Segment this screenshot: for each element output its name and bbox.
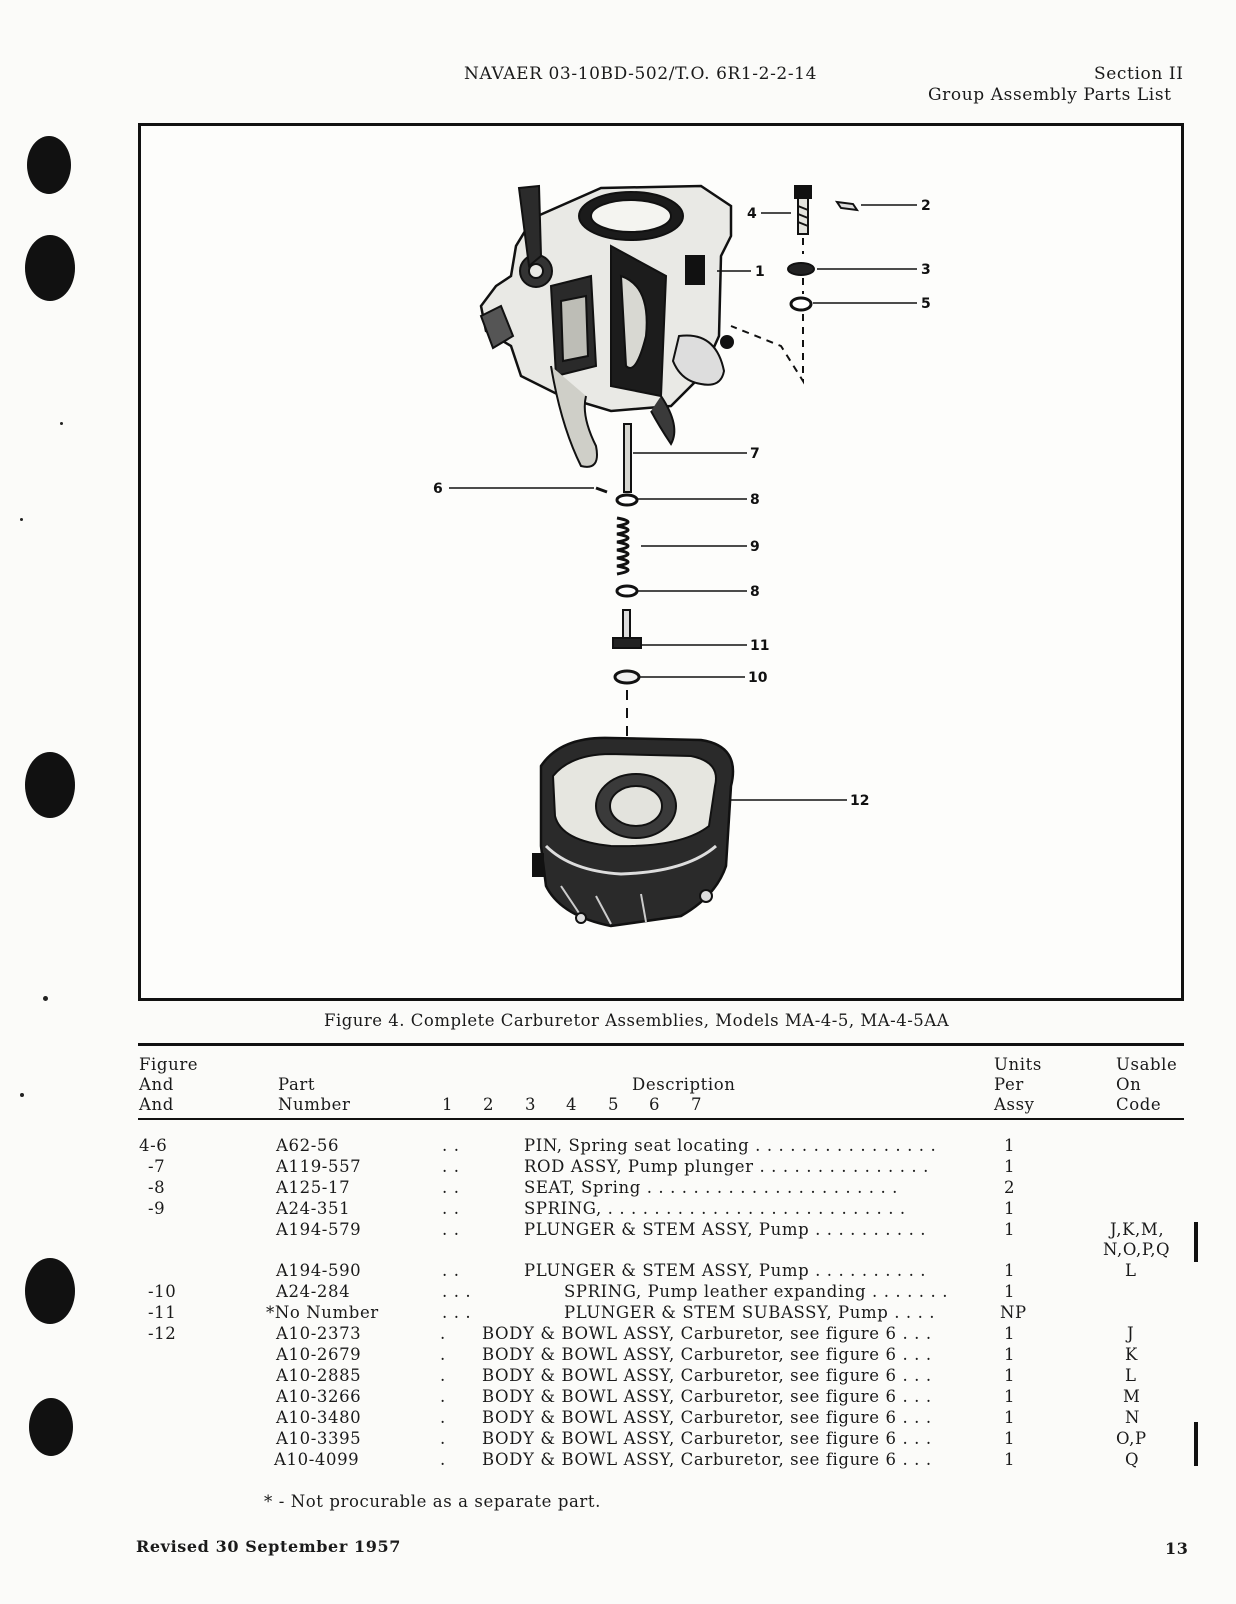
row-part-number: A10-2679 — [276, 1345, 362, 1364]
row-description: BODY & BOWL ASSY, Carburetor, see figure 6 . . . — [482, 1408, 932, 1427]
seat-part-8-upper — [617, 495, 637, 505]
speck — [43, 996, 48, 1001]
callout-1: 1 — [755, 264, 765, 280]
row-description: BODY & BOWL ASSY, Carburetor, see figure 6 . . . — [482, 1345, 932, 1364]
row-description: PLUNGER & STEM ASSY, Pump . . . . . . . . . . — [524, 1220, 927, 1239]
row-units: 1 — [1004, 1366, 1016, 1385]
figure-caption: Figure 4. Complete Carburetor Assemblies, Models MA-4-5, MA-4-5AA — [324, 1011, 950, 1030]
speck — [60, 422, 63, 425]
row-description: BODY & BOWL ASSY, Carburetor, see figure 6 . . . — [482, 1387, 932, 1406]
callout-8-upper: 8 — [750, 492, 760, 508]
row-part-number: A10-3266 — [276, 1387, 362, 1406]
rod-part-7 — [624, 424, 631, 492]
row-units: 1 — [1004, 1345, 1016, 1364]
washer-part-3 — [788, 263, 814, 275]
row-indent-dots: . — [440, 1345, 446, 1364]
table-top-rule — [138, 1043, 1184, 1046]
row-units: 1 — [1004, 1136, 1016, 1155]
document-number: NAVAER 03-10BD-502/T.O. 6R1-2-2-14 — [464, 64, 818, 84]
speck — [20, 518, 23, 521]
row-part-number: A10-4099 — [274, 1450, 360, 1469]
row-units: 1 — [1004, 1408, 1016, 1427]
figure-frame — [138, 123, 1184, 1001]
section-label: Section II — [1094, 64, 1184, 84]
row-description: PIN, Spring seat locating . . . . . . . . . . . . . . . . — [524, 1136, 937, 1155]
seat-part-8-lower — [617, 586, 637, 596]
row-units: 1 — [1004, 1282, 1016, 1301]
plunger-part-11 — [613, 610, 641, 648]
row-units: 1 — [1004, 1429, 1016, 1448]
row-part-number: A10-2373 — [276, 1324, 362, 1343]
row-usable-code: N — [1125, 1408, 1141, 1427]
row-description: SPRING, . . . . . . . . . . . . . . . . . . . . . . . . . . — [524, 1199, 906, 1218]
callout-3: 3 — [921, 262, 931, 278]
row-part-number: *No Number — [266, 1303, 379, 1322]
header-description: Description — [632, 1075, 736, 1094]
row-units: NP — [1000, 1303, 1027, 1322]
row-indent-dots: . . — [442, 1157, 460, 1176]
table-header-rule — [138, 1118, 1184, 1120]
header-units-per-assy: Units Per Assy — [994, 1055, 1042, 1114]
carburetor-exploded-view — [141, 126, 1187, 1004]
row-indent-dots: . — [440, 1429, 446, 1448]
row-units: 1 — [1004, 1261, 1016, 1280]
carburetor-upper-body — [481, 186, 733, 467]
pin-part-6 — [596, 488, 607, 492]
row-indent-dots: . . . — [442, 1282, 472, 1301]
row-units: 1 — [1004, 1324, 1016, 1343]
row-units: 1 — [1004, 1157, 1016, 1176]
pin-part-2 — [837, 202, 857, 210]
row-indent-dots: . . — [442, 1220, 460, 1239]
row-units: 1 — [1004, 1220, 1016, 1239]
row-indent-dots: . . — [442, 1136, 460, 1155]
row-description: SEAT, Spring . . . . . . . . . . . . . . . . . . . . . . — [524, 1178, 899, 1197]
row-part-number: A194-579 — [276, 1220, 362, 1239]
section-title: Group Assembly Parts List — [928, 85, 1172, 105]
row-usable-code: M — [1123, 1387, 1141, 1406]
row-part-number: A24-351 — [276, 1199, 351, 1218]
footnote: * - Not procurable as a separate part. — [264, 1492, 601, 1511]
revision-bar — [1194, 1222, 1198, 1262]
binder-hole-4 — [25, 1258, 75, 1324]
callout-10: 10 — [748, 670, 768, 686]
row-fig: -8 — [148, 1178, 166, 1197]
row-description: ROD ASSY, Pump plunger . . . . . . . . . . . . . . . — [524, 1157, 929, 1176]
row-usable-code: J,K,M, — [1110, 1220, 1165, 1239]
row-fig: -7 — [148, 1157, 166, 1176]
row-units: 1 — [1004, 1199, 1016, 1218]
row-fig: 4-6 — [139, 1136, 168, 1155]
row-fig: -10 — [148, 1282, 177, 1301]
callout-5: 5 — [921, 296, 931, 312]
page-number: 13 — [1165, 1539, 1189, 1558]
row-units: 2 — [1004, 1178, 1016, 1197]
row-usable-code: J — [1127, 1324, 1135, 1343]
row-indent-dots: . . — [442, 1261, 460, 1280]
row-usable-code: Q — [1125, 1450, 1140, 1469]
row-units: 1 — [1004, 1450, 1016, 1469]
row-part-number: A62-56 — [276, 1136, 340, 1155]
callout-6: 6 — [433, 481, 443, 497]
callout-12: 12 — [850, 793, 870, 809]
row-indent-dots: . — [440, 1366, 446, 1385]
revision-bar — [1194, 1422, 1198, 1466]
binder-hole-2 — [25, 235, 75, 301]
row-part-number: A125-17 — [276, 1178, 351, 1197]
binder-hole-1 — [27, 136, 71, 194]
callout-8-lower: 8 — [750, 584, 760, 600]
row-indent-dots: . . . — [442, 1303, 472, 1322]
row-description: SPRING, Pump leather expanding . . . . . . . — [564, 1282, 949, 1301]
row-part-number: A10-2885 — [276, 1366, 362, 1385]
row-indent-dots: . — [440, 1408, 446, 1427]
row-usable-code-continued: N,O,P,Q — [1103, 1240, 1171, 1259]
row-fig: -11 — [148, 1303, 177, 1322]
carburetor-body-bowl — [533, 738, 733, 926]
row-usable-code: L — [1125, 1261, 1137, 1280]
row-description: PLUNGER & STEM ASSY, Pump . . . . . . . . . . — [524, 1261, 927, 1280]
callout-7: 7 — [750, 446, 760, 462]
binder-hole-3 — [25, 752, 75, 818]
header-part-number: Part Number — [278, 1075, 351, 1114]
binder-hole-5 — [29, 1398, 73, 1456]
row-part-number: A119-557 — [276, 1157, 362, 1176]
revision-date: Revised 30 September 1957 — [136, 1537, 401, 1556]
row-usable-code: O,P — [1116, 1429, 1147, 1448]
row-fig: -12 — [148, 1324, 177, 1343]
speck — [20, 1093, 24, 1097]
row-part-number: A10-3395 — [276, 1429, 362, 1448]
row-description: BODY & BOWL ASSY, Carburetor, see figure 6 . . . — [482, 1429, 932, 1448]
row-part-number: A10-3480 — [276, 1408, 362, 1427]
row-usable-code: L — [1125, 1366, 1137, 1385]
row-part-number: A24-284 — [276, 1282, 351, 1301]
callout-2: 2 — [921, 198, 931, 214]
spring-part-10 — [615, 671, 639, 683]
screw-part-4 — [795, 186, 811, 234]
row-indent-dots: . — [440, 1450, 446, 1469]
callout-4: 4 — [747, 206, 757, 222]
row-description: BODY & BOWL ASSY, Carburetor, see figure 6 . . . — [482, 1366, 932, 1385]
callout-9: 9 — [750, 539, 760, 555]
row-part-number: A194-590 — [276, 1261, 362, 1280]
row-indent-dots: . — [440, 1387, 446, 1406]
callout-11: 11 — [750, 638, 770, 654]
row-indent-dots: . — [440, 1324, 446, 1343]
row-indent-dots: . . — [442, 1178, 460, 1197]
header-figure: Figure And And — [139, 1055, 199, 1114]
row-description: BODY & BOWL ASSY, Carburetor, see figure 6 . . . — [482, 1450, 932, 1469]
spring-part-9 — [617, 518, 628, 574]
row-indent-dots: . . — [442, 1199, 460, 1218]
row-description: PLUNGER & STEM SUBASSY, Pump . . . . — [564, 1303, 936, 1322]
row-usable-code: K — [1125, 1345, 1138, 1364]
washer-part-5 — [791, 298, 811, 310]
row-units: 1 — [1004, 1387, 1016, 1406]
header-usable-on-code: Usable On Code — [1116, 1055, 1178, 1114]
row-fig: -9 — [148, 1199, 166, 1218]
row-description: BODY & BOWL ASSY, Carburetor, see figure 6 . . . — [482, 1324, 932, 1343]
